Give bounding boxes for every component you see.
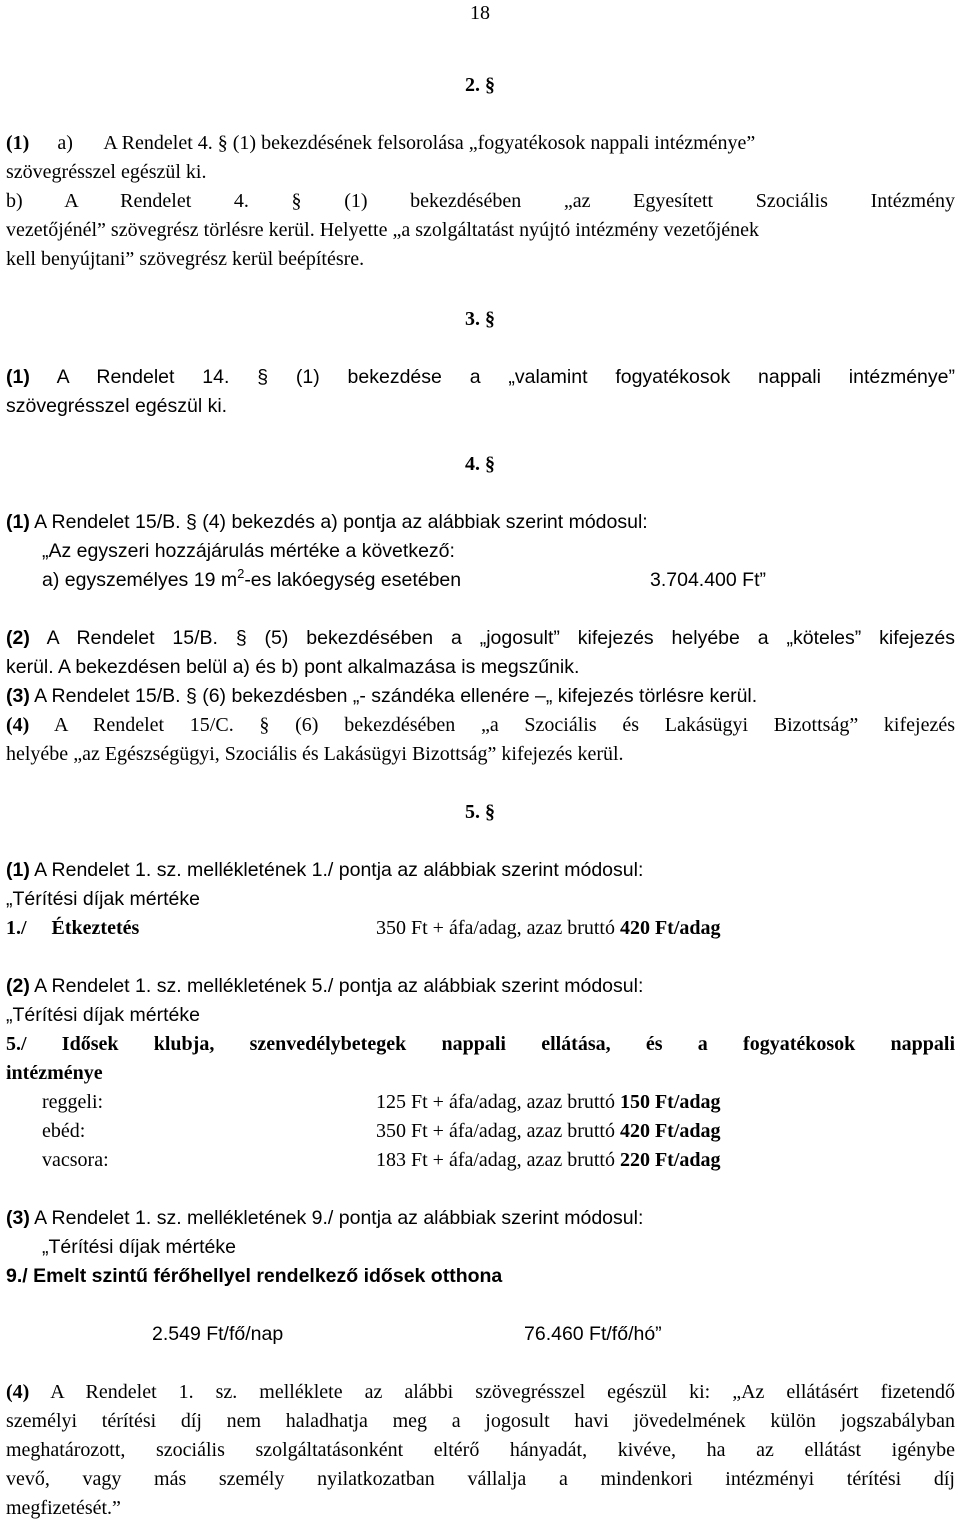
meal-label-lunch: ebéd: bbox=[42, 1120, 86, 1142]
s3-line2: szövegrésszel egészül ki. bbox=[6, 395, 228, 417]
s5-p2-heading-line1: 5./ Idősek klubja, szenvedélybetegek nappali ellátása, és a fogyatékosok nappali bbox=[6, 1033, 955, 1055]
s4-p1: (1) A Rendelet 15/B. § (4) bekezdés a) pontja az alábbiak szerint módosul: bbox=[6, 511, 648, 533]
s4-p2-line2: kerül. A bekezdésen belül a) és b) pont alkalmazása is megszűnik. bbox=[6, 656, 580, 678]
s5-p1-quote: „Térítési díjak mértéke bbox=[6, 888, 200, 910]
s5-p4-line4: vevő, vagy más személy nyilatkozatban vállalja a mindenkori intézményi térítési díj bbox=[6, 1468, 955, 1490]
s5-p4-line2: személyi térítési díj nem haladhatja meg a jogosult havi jövedelmének külön jogszabályban bbox=[6, 1410, 955, 1432]
s5-p4-line1: (4) A Rendelet 1. sz. melléklete az alábbi szövegrésszel egészül ki: „Az ellátásért fizetendő bbox=[6, 1381, 955, 1403]
s5-p4-line3: meghatározott, szociális szolgáltatásonként eltérő hányadát, kivéve, ha az ellátást igénybe bbox=[6, 1439, 955, 1461]
s4-item: a) egyszemélyes 19 $m^2-es$ lakóegység esetében bbox=[42, 566, 462, 591]
s5-p2: (2) A Rendelet 1. sz. mellékletének 5./ pontja az alábbiak szerint módosul: bbox=[6, 975, 644, 997]
meal-value-breakfast: 125 Ft + áfa/adag, azaz bruttó 150 Ft/adag bbox=[376, 1091, 721, 1113]
section-5-heading: 5. § bbox=[465, 801, 495, 823]
s2-b-line2: vezetőjénél” szövegrész törlésre kerül. Helyette „a szolgáltatást nyújtó intézmény vezetőjének bbox=[6, 219, 759, 241]
s3-line1: (1) A Rendelet 14. § (1) bekezdése a „valamint fogyatékosok nappali intézménye” bbox=[6, 366, 955, 388]
meal-label-breakfast: reggeli: bbox=[42, 1091, 104, 1113]
s4-quote-line: „Az egyszeri hozzájárulás mértéke a következő: bbox=[42, 540, 455, 562]
s5-p3: (3) A Rendelet 1. sz. mellékletének 9./ pontja az alábbiak szerint módosul: bbox=[6, 1207, 644, 1229]
s5-p3-quote: „Térítési díjak mértéke bbox=[42, 1236, 236, 1258]
section-3-heading: 3. § bbox=[465, 308, 495, 330]
s4-p4-line1: (4) A Rendelet 15/C. § (6) bekezdésében „a Szociális és Lakásügyi Bizottság” kifejezés bbox=[6, 714, 955, 736]
section-2-heading: 2. § bbox=[465, 74, 495, 96]
s2-a-line1: (1) a) A Rendelet 4. § (1) bekezdésének felsorolása „fogyatékosok nappali intézménye” bbox=[6, 132, 756, 154]
meal-value-lunch: 350 Ft + áfa/adag, azaz bruttó 420 Ft/adag bbox=[376, 1120, 721, 1142]
s5-p1: (1) A Rendelet 1. sz. mellékletének 1./ pontja az alábbiak szerint módosul: bbox=[6, 859, 644, 881]
page-number: 18 bbox=[470, 2, 490, 24]
s4-item-value: 3.704.400 Ft” bbox=[650, 569, 766, 591]
s5-p1-item-value: 350 Ft + áfa/adag, azaz bruttó 420 Ft/adag bbox=[376, 917, 721, 939]
s4-p4-line2: helyébe „az Egészségügyi, Szociális és Lakásügyi Bizottság” kifejezés kerül. bbox=[6, 743, 624, 765]
s5-p1-item-label: 1./ Étkeztetés bbox=[6, 917, 140, 939]
s5-p2-quote: „Térítési díjak mértéke bbox=[6, 1004, 200, 1026]
s5-p3-heading: 9./ Emelt szintű férőhellyel rendelkező idősek otthona bbox=[6, 1265, 503, 1287]
s5-p3-monthly: 76.460 Ft/fő/hó” bbox=[524, 1323, 662, 1345]
s2-b-line3: kell benyújtani” szövegrész kerül beépítésre. bbox=[6, 248, 365, 270]
s4-p2-line1: (2) A Rendelet 15/B. § (5) bekezdésében a „jogosult” kifejezés helyébe a „köteles” kifejezés bbox=[6, 627, 955, 649]
s4-p3: (3) A Rendelet 15/B. § (6) bekezdésben „- szándéka ellenére –„ kifejezés törlésre kerül. bbox=[6, 685, 758, 707]
meal-value-dinner: 183 Ft + áfa/adag, azaz bruttó 220 Ft/adag bbox=[376, 1149, 721, 1171]
meal-label-dinner: vacsora: bbox=[42, 1149, 109, 1171]
s5-p3-daily: 2.549 Ft/fő/nap bbox=[152, 1323, 284, 1345]
s5-p4-line5: megfizetését.” bbox=[6, 1497, 121, 1519]
s2-b-line1: b) A Rendelet 4. § (1) bekezdésében „az Egyesített Szociális Intézmény bbox=[6, 190, 955, 212]
s2-a-line2: szövegrésszel egészül ki. bbox=[6, 161, 207, 183]
s5-p2-heading-line2: intézménye bbox=[6, 1062, 103, 1084]
section-4-heading: 4. § bbox=[465, 453, 495, 475]
